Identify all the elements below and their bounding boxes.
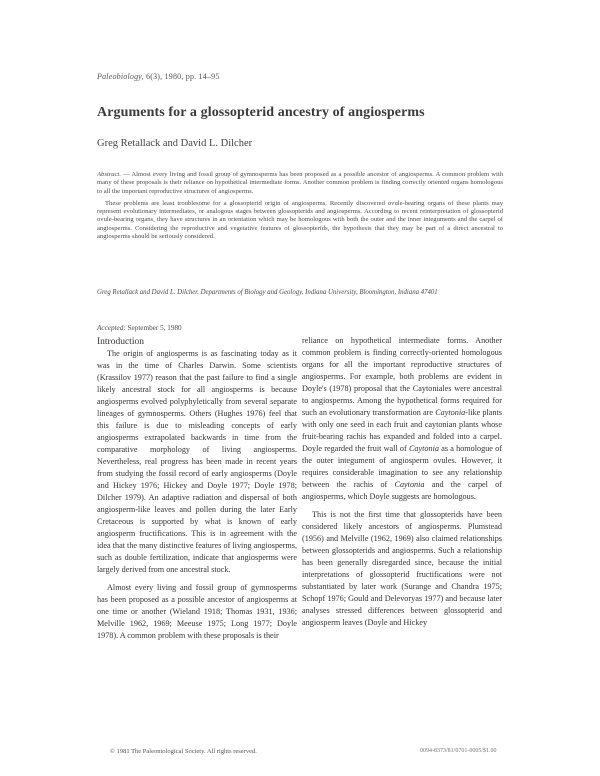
intro-paragraph-3-part-a: reliance on hypothetical intermediate forms. Another common problem is finding correctly-oriented homologous organs for all the important reproductive structures of angiosperms. For example, both problems are evident in Doyle's (1978) proposal that the Caytoniales were ancestral to angiosperms. Among the hypothetical forms required for such an evolutionary transformation are: [302, 336, 502, 417]
abstract-paragraph-1: [97, 171, 503, 196]
taxon-caytonia-2: Caytonia: [408, 444, 439, 453]
accepted-date: September 5, 1980: [127, 324, 182, 332]
paper-authors: Greg Retallack and David L. Dilcher: [97, 138, 253, 149]
accepted-date-line: [97, 324, 182, 332]
intro-paragraph-2: Almost every living and fossil group of gymnosperms has been proposed as a possible ancestor of angiosperms at one time or another (Wieland 1918; Thomas 1931, 1936; Melville 1962, 1969; Meeuse 1975; Long 1977; Doyle 1978). A common problem with these proposals is their: [97, 583, 297, 640]
journal-name: Paleobiology,: [97, 72, 144, 81]
body-column-right: [302, 335, 502, 629]
body-column-left: [97, 336, 297, 642]
journal-volume-pages: 6(3), 1980, pp. 14–95: [146, 72, 220, 81]
abstract-text-1: — Almost every living and fossil group of gymnosperms has been proposed as a possible ancestor of angiosperms. A common problem with many of these proposals is their reliance on hypothetical intermediate forms. Another common problem is finding correctly oriented organs homologous to all the important reproductive structures of angiosperms.: [97, 171, 503, 195]
affiliation-names: Greg Retallack and David L. Dilcher.: [97, 289, 199, 296]
intro-paragraph-4: This is not the first time that glossopterids have been considered likely ancestors of angiosperms. Plumstead (1956) and Melville (1962, 1969) also claimed relationships between glossopterids and angiosperms. Such a relationship has been generally disregarded since, because the initial interpretations of glossopterid fructifications were not substantiated by later work (Surange and Chandra 1975; Schopf 1976; Gould and Delevoryas 1977) and because later analyses stressed differences between glossopterid and angiosperm leaves (Doyle and Hickey: [302, 510, 502, 627]
intro-paragraph-3-part-c: as a homologue of the outer integument of angiosperm ovules. However, it requires considerable imagination to see any relationship between the rachis of: [302, 444, 502, 489]
taxon-caytonia-1: Caytonia: [435, 408, 466, 417]
intro-paragraph-3: [302, 335, 502, 503]
taxon-caytonia-3: Caytonia: [394, 480, 425, 489]
journal-citation: [97, 72, 220, 81]
paper-title: Arguments for a glossopterid ancestry of angiosperms: [97, 105, 425, 120]
abstract: [97, 171, 503, 245]
intro-paragraph-1: The origin of angiosperms is as fascinating today as it was in the time of Charles Darwin. Some scientists (Krassilov 1977) reason that the past failure to find a single likely ancestral stock for all angiosperms is because angiosperms evolved polyphyletically from several separate lineages of gymnosperms. Others (Hughes 1976) feel that this failure is due to misleading concepts of early angiosperms extrapolated backwards in time from the comparative morphology of living angiosperms. Nevertheless, real progress has been made in recent years from studying the fossil record of early angiosperms (Doyle and Hickey 1976; Hickey and Doyle 1977; Doyle 1978; Dilcher 1979). An adaptive radiation and dispersal of both angiosperm-like leaves and pollen during the later Early Cretaceous is supported by what is known of early angiosperm fructifications. This is in agreement with the idea that the many distinctive features of living angiosperms, such as double fertilization, indicate that angiosperms were largely derived from one ancestral stock.: [97, 349, 297, 574]
intro-paragraph-3-part-d: and the carpel of angiosperms, which Doyle suggests are homologous.: [302, 480, 502, 501]
copyright-notice: © 1981 The Paleontological Society. All rights reserved.: [110, 748, 257, 755]
abstract-paragraph-2: These problems are least troublesome for a glossopterid origin of angiosperms. Recently discovered ovule-bearing organs of these plants may represent evolutionary intermediates, or analogous stages between glossopterids and angiosperms. According to recent reinterpretation of glossopterid ovule-bearing organs, they have structures in an orientation which may be homologous with both the outer and the inner integuments and the carpel of angiosperms. Considering the reproductive and vegetative features of glossopterids, the hypothesis that they may be part of a direct ancestral to angiosperms should be seriously considered.: [97, 199, 503, 241]
author-affiliation: [97, 289, 497, 298]
article-code: 0094-8373/81/0701-0005/$1.00: [420, 748, 497, 754]
affiliation-address: Departments of Biology and Geology, Indiana University, Bloomington, Indiana 47401: [200, 289, 438, 296]
intro-paragraph-3-part-b: -like plants with only one seed in each fruit and caytonian plants whose fruit-bearing rachis has expanded and folded into a carpel. Doyle regarded the fruit wall of: [302, 408, 502, 453]
accepted-label: Accepted:: [97, 324, 126, 332]
section-heading-introduction: Introduction: [97, 337, 144, 347]
abstract-label: Abstract.: [97, 171, 121, 178]
